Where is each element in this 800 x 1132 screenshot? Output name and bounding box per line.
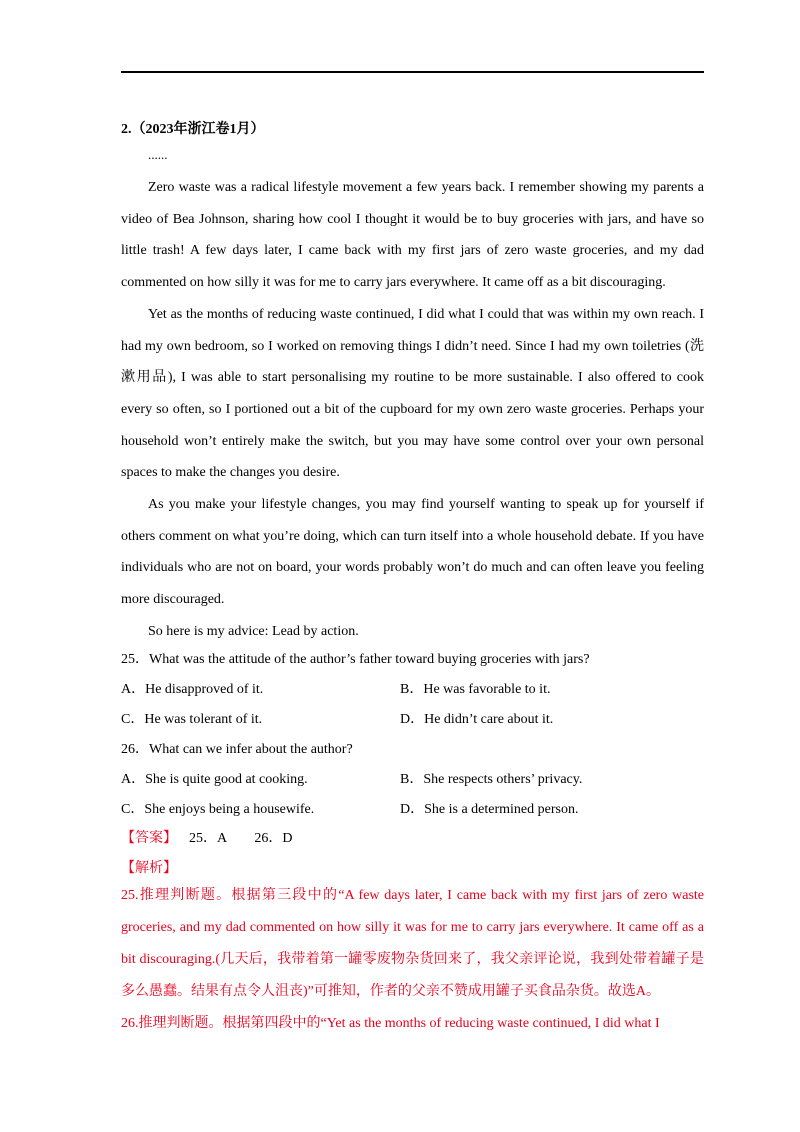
answer-line (121, 827, 292, 847)
question-26-option-b: B．She respects others’ privacy. (400, 772, 583, 787)
question-25-option-b: B．He was favorable to it. (400, 682, 551, 697)
analysis-label: 【解析】 (121, 861, 177, 876)
omission-mark: ...... (148, 147, 168, 162)
question-25-option-c: C．He was tolerant of it. (121, 712, 263, 727)
answer-label: 【答案】 (121, 831, 177, 846)
question-26-option-d: D．She is a determined person. (400, 802, 579, 817)
analysis-paragraph: 26.推理判断题。根据第四段中的“Yet as the months of reducing waste continued, I did what I (121, 1016, 660, 1031)
question-26-stem: 26．What can we infer about the author? (121, 742, 353, 757)
analysis-text (121, 880, 704, 1040)
question-25-option-a: A．He disapproved of it. (121, 682, 264, 697)
question-26-option-a: A．She is quite good at cooking. (121, 772, 308, 787)
reading-passage (121, 172, 704, 648)
answer-values: 25．A 26．D (189, 831, 293, 846)
passage-paragraph: Yet as the months of reducing waste continued, I did what I could that was within my own reach. I had my own bedroom, so I worked on removing things I didn’t need. Since I had my own toiletries (洗漱用品), I was able to start personalising my routine to be more sustainable. I also offered to cook every so often, so I portioned out a bit of the cupboard for my own zero waste groceries. Perhaps your household won’t entirely make the switch, but you may have some control over your own personal spaces to make the changes you desire. (121, 306, 704, 481)
passage-paragraph: So here is my advice: Lead by action. (148, 623, 359, 639)
question-heading: 2.（2023年浙江卷1月） (121, 122, 265, 137)
passage-paragraph: As you make your lifestyle changes, you may find yourself wanting to speak up for yourself if others comment on what you’re doing, which can turn itself into a whole household debate. If you have individuals who are not on board, your words probably won’t do much and can often leave you feeling more discouraged. (121, 497, 704, 608)
question-25-stem: 25．What was the attitude of the author’s father toward buying groceries with jars? (121, 652, 590, 667)
passage-paragraph: Zero waste was a radical lifestyle movement a few years back. I remember showing my parents a video of Bea Johnson, sharing how cool I thought it would be to buy groceries with jars, and have so little trash! A few days later, I came back with my first jars of zero waste groceries, and my dad commented on how silly it was for me to carry jars everywhere. It came off as a bit discouraging. (121, 180, 704, 291)
analysis-paragraph: 25.推理判断题。根据第三段中的“A few days later, I came back with my first jars of zero waste groceries, and my dad commented on how silly it was for me to carry jars everywhere. It came off as a bit discouraging.(几天后，我带着第一罐零废物杂货回来了，我父亲评论说，我到处带着罐子是多么愚蠢。结果有点令人沮丧)”可推知，作者的父亲不赞成用罐子买食品杂货。故选A。 (121, 888, 704, 999)
top-rule (121, 71, 704, 73)
question-25-option-d: D．He didn’t care about it. (400, 712, 554, 727)
question-26-option-c: C．She enjoys being a housewife. (121, 802, 315, 817)
